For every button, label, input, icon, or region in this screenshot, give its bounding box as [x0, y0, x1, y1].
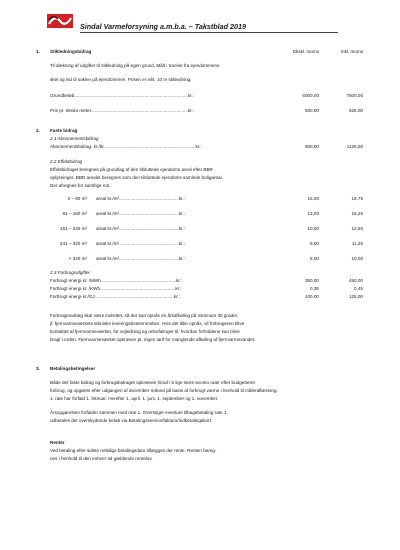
section3-heading: Betalingsbetingelser	[50, 366, 96, 371]
area-range-1: 0 – 80 m²	[67, 196, 87, 201]
sub-effekt-heading: 2.2 Effektbidrag	[50, 159, 83, 164]
area-range-4: 241 – 320 m²	[59, 241, 87, 246]
col-header-incl: Inkl. moms	[340, 49, 363, 54]
section2-number: 2.	[36, 128, 40, 133]
renter-text-line2: nes i henhold til den enhver tid gældende rentelov.	[50, 456, 153, 461]
area-label-4: areal kr./m²...............................................kr.:	[96, 241, 186, 246]
section1-text-line2: skel og ind til soklen på ejendommen. Prisen er inkl. 10 m stikledning.	[50, 77, 192, 82]
area-excl-1: 15,00	[307, 196, 319, 201]
effekt-text-line3: Der afregnes for samtlige m2.	[50, 183, 111, 188]
renter-heading: Renter	[50, 440, 65, 445]
sub-abonnement-heading: 2.1 Abonnementsbidrag	[50, 136, 99, 141]
section2-heading: Faste bidrag	[50, 128, 78, 133]
usage-incl-mwh: 450,00	[348, 278, 363, 283]
effekt-text-line1: Effektbidraget beregnes på grundlag af den tilsluttede ejendoms areal efter BBR	[50, 167, 213, 172]
grundbelob-incl: 7500,00	[346, 93, 363, 98]
usage-label-kwh: Forbrugt energi kr. /KWh...........................................................kr.:	[50, 286, 182, 291]
section1-heading: Stikledningsbidrag	[50, 49, 92, 54]
area-label-2: areal kr./m²...............................................kr.:	[96, 211, 186, 216]
ekstra-meter-excl: 500,00	[304, 108, 319, 113]
cooling-note-line3: kontaktet af fjernvarmeværket, for vejledning og anbefalinger til, hvordan forholdene kan blive	[50, 329, 240, 334]
sub-forbrug-heading: 2.3 Forbrugsafgifter	[50, 270, 91, 275]
settlement-text-line1: Årsopgørelsen forfalder sammen med rate 1. Overstiger eventuel tilbagebetaling rate 1,	[50, 410, 228, 415]
effekt-text-line2: oplysninger. BBR arealet beregnes som den tilsluttede ejendoms samlede boligareal.	[50, 175, 223, 180]
area-excl-4: 9,00	[310, 241, 319, 246]
area-excl-2: 13,00	[307, 211, 319, 216]
area-incl-5: 10,00	[351, 256, 363, 261]
grundbelob-excl: 6000,00	[302, 93, 319, 98]
grundbelob-label: Grundbeløb.........................................................................................kr.:	[50, 93, 194, 98]
usage-incl-kwh: 0,45	[354, 286, 363, 291]
section1-text-line1: Til dækning af udgifter til stikledning på egen grund. Målt i tracéet fra ejendommens	[50, 63, 220, 68]
usage-incl-gj: 125,00	[348, 294, 363, 299]
area-incl-1: 18,75	[351, 196, 363, 201]
company-logo	[47, 14, 73, 28]
title-divider	[80, 32, 338, 33]
area-incl-2: 16,25	[351, 211, 363, 216]
usage-excl-gj: 100,00	[304, 294, 319, 299]
usage-excl-mwh: 360,00	[304, 278, 319, 283]
area-label-5: areal kr./m²...............................................kr.:	[96, 256, 186, 261]
settlement-text-line2: udbetales det overskydende beløb via Betalingsservice/faktura/indbetalingskort.	[50, 418, 213, 423]
page-title: Sindal Varmeforsyning a.m.b.a. – Takstblad 2019	[80, 22, 247, 31]
payment-text-line1: Både det faste bidrag og forbrugsbidraget opkræves forud i 5 lige store aconto rater efter budgetteret	[50, 380, 255, 385]
ekstra-meter-incl: 625,00	[348, 108, 363, 113]
area-range-2: 81 – 160 m²	[62, 211, 87, 216]
cooling-note-line1: Forbrugeranlæg skal være indrettet, så der kan opnås en årsafkøling på minimum 30 grader,	[50, 313, 239, 318]
payment-text-line3: 1. rate har forfald 1. februar. Herefter 1. april, 1. juni, 1. september og 1. november.	[50, 396, 219, 401]
usage-excl-kwh: 0,36	[310, 286, 319, 291]
col-header-excl: Ekskl. moms	[292, 49, 319, 54]
cooling-note-line4: bragt i orden. Fjernvarmeværket opkræver pt. ingen tarif for manglende afkøling af fjernvarmevandet.	[50, 337, 256, 342]
area-label-3: areal kr./m²...............................................kr.:	[96, 226, 186, 231]
area-excl-5: 8,00	[310, 256, 319, 261]
area-incl-3: 12,50	[351, 226, 363, 231]
abonnement-label: Abonnementsbidrag, kr./år........................................................................kr.:	[50, 144, 202, 149]
usage-label-gj: Forbrugt energi kr./GJ..............................................................kr.:	[50, 294, 180, 299]
section3-number: 3.	[36, 366, 40, 371]
abonnement-incl: 1125,00	[346, 144, 363, 149]
payment-text-line2: forbrug, og opgøres efter udgangen af december måned på basis af forbrugt varme i henhold til måleraflæsning.	[50, 388, 278, 393]
area-incl-4: 11,25	[351, 241, 363, 246]
abonnement-excl: 900,00	[304, 144, 319, 149]
area-range-3: 161 – 240 m²	[59, 226, 87, 231]
section1-number: 1.	[36, 49, 40, 54]
area-label-1: areal kr./m²...............................................kr.:	[96, 196, 186, 201]
usage-label-mwh: Forbrugt energi kr. /MWh...........................................................kr.:	[50, 278, 183, 283]
area-range-5: > 320 m²	[68, 256, 87, 261]
ekstra-meter-label: Pris pr. ekstra meter............................................................................kr.:	[50, 108, 194, 113]
area-excl-3: 10,00	[307, 226, 319, 231]
cooling-note-line2: jf. fjernvarmeværkets tekniske leveringsbestemmelser. Hvis det ikke opnås, vil forbrugeren blive	[50, 321, 245, 326]
renter-text-line1: Ved betaling efter sidste rettidige betalingsdato tillægges der rente. Renten bereg-	[50, 448, 217, 453]
